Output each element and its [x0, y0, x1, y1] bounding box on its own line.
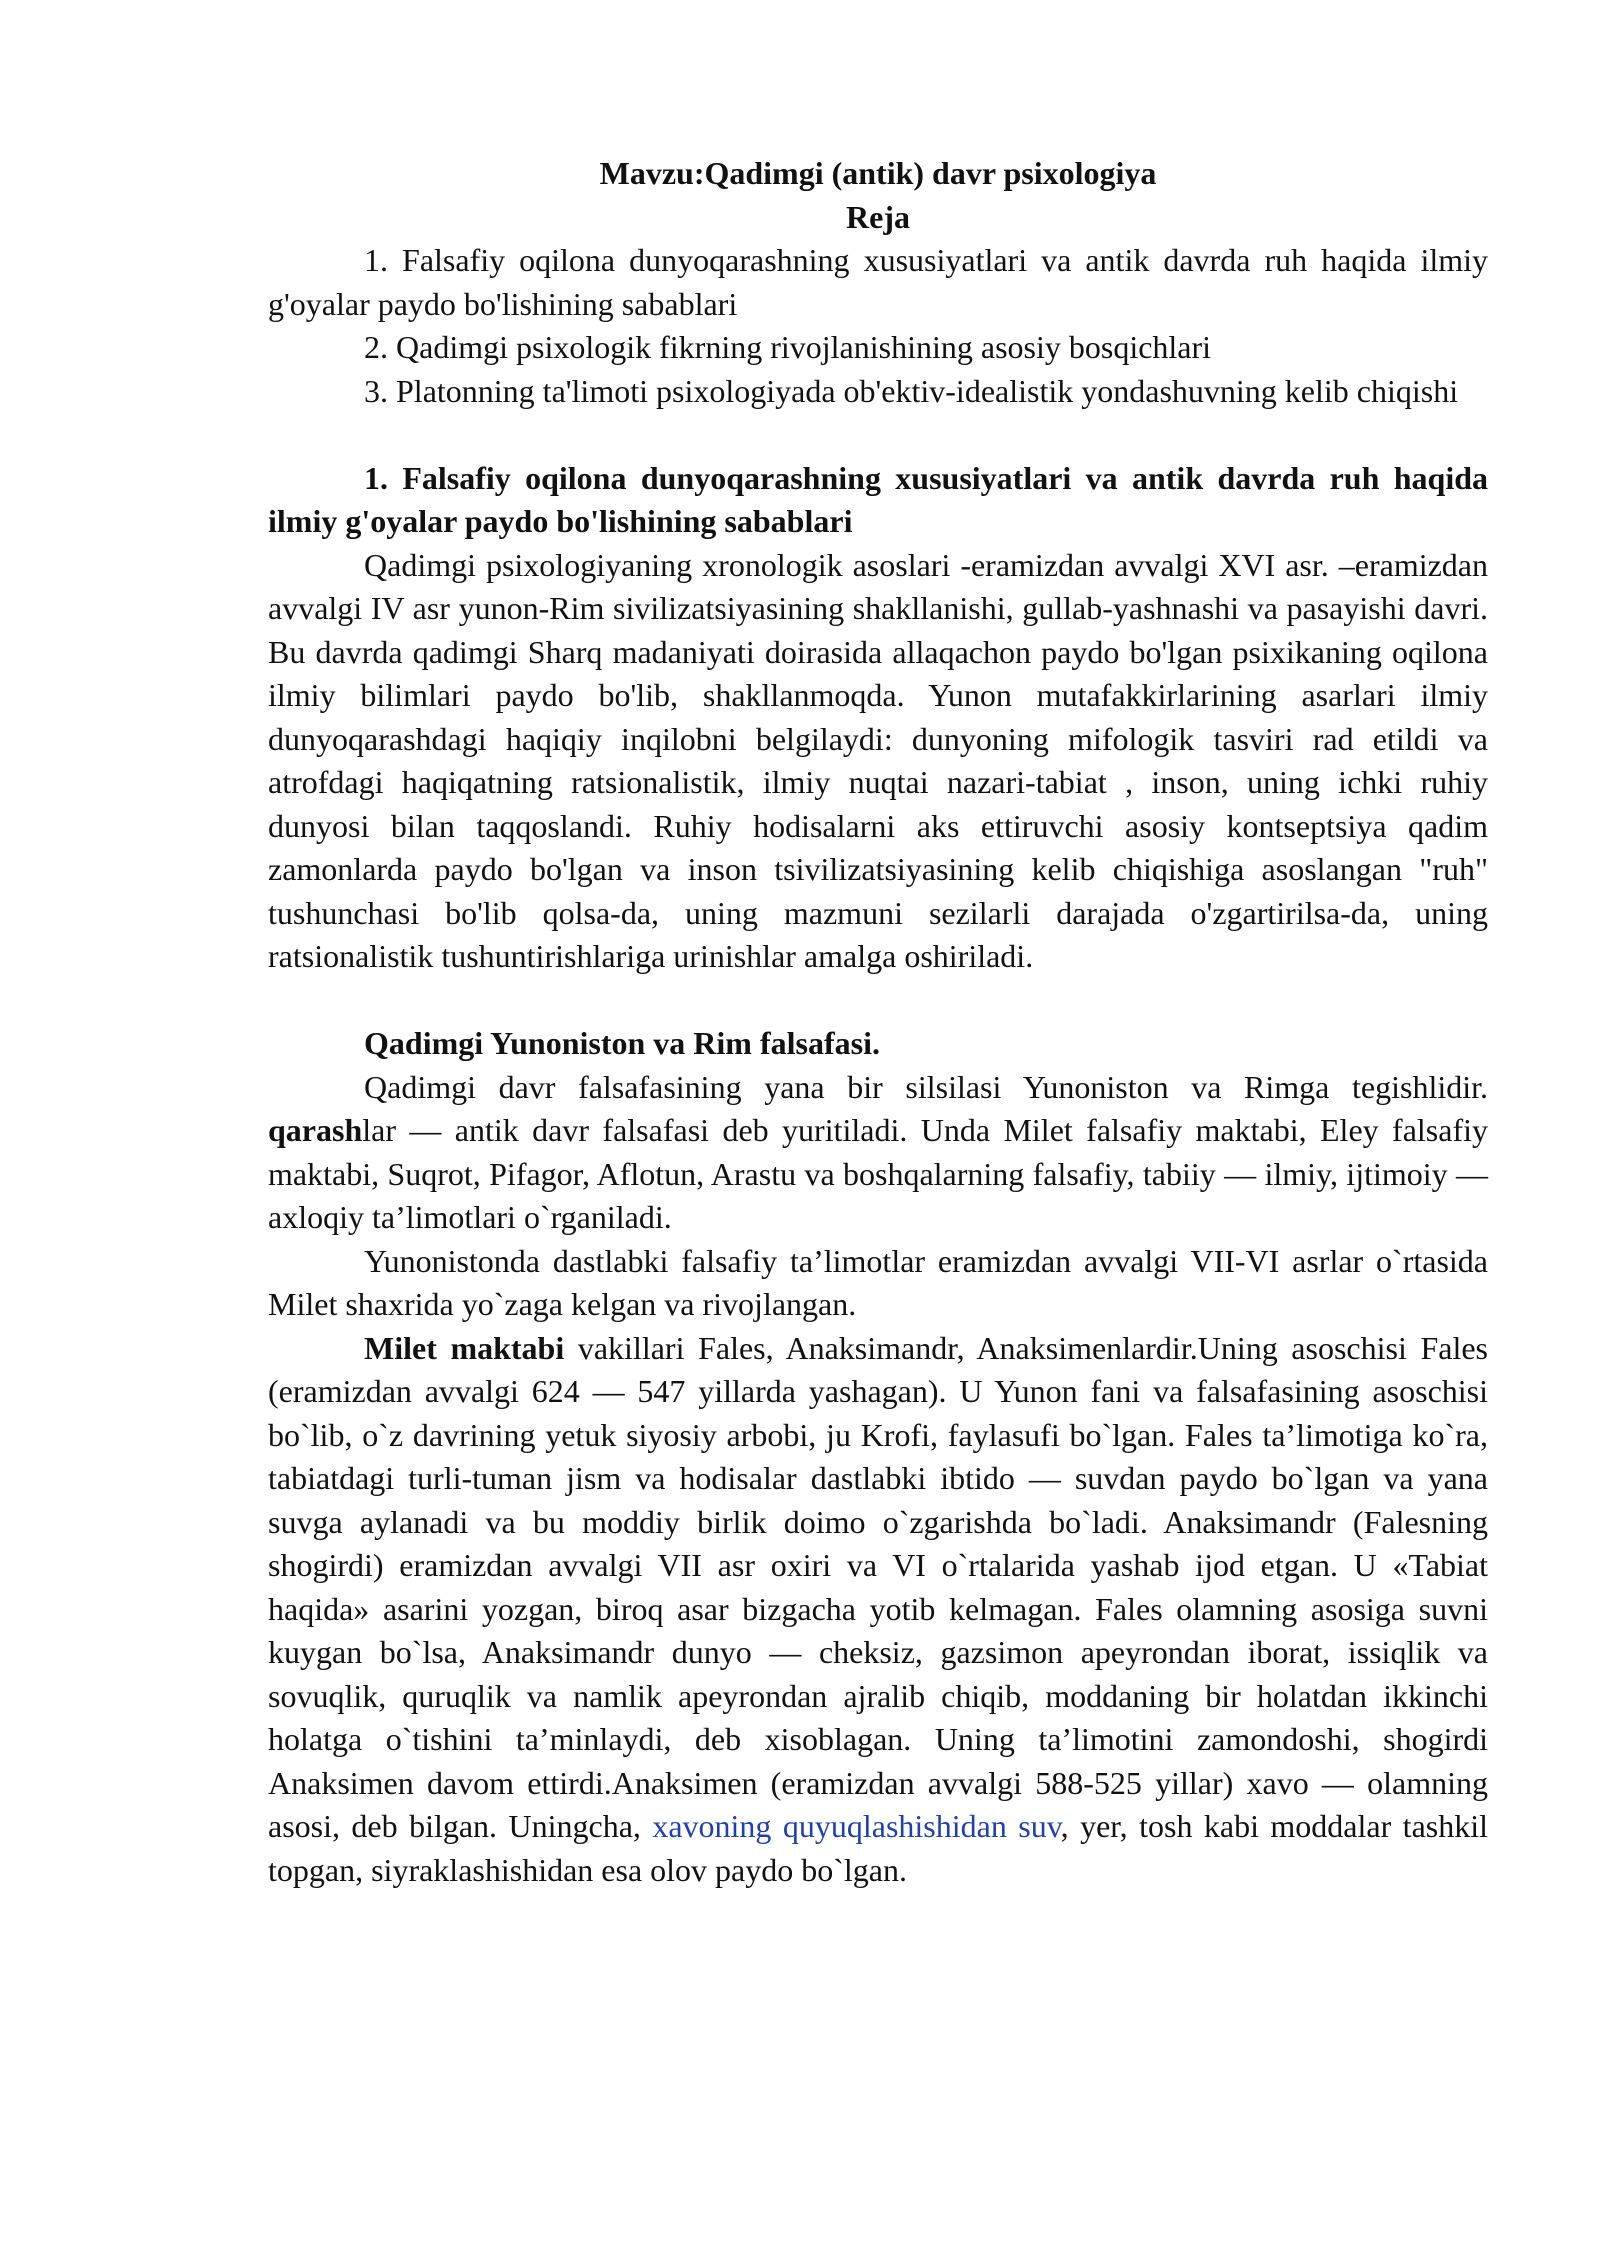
paragraph-text: lar — antik davr falsafasi deb yuritiladi. Unda Milet falsafiy maktabi, Eley falsafiy maktabi, Suqrot, Pifagor, Aflotun, Arastu va boshqalarning falsafiy, tabiiy — ilmiy, ijtimoiy — axloqiy ta’limotlari o`rganiladi. [268, 1112, 1488, 1235]
section-2-heading: Qadimgi Yunoniston va Rim falsafasi. [364, 1025, 880, 1061]
plan-heading: Reja [846, 198, 910, 235]
spacer [268, 413, 1488, 457]
plan-item-2: 2. Qadimgi psixologik fikrning rivojlanishining asosiy bosqichlari [364, 329, 1212, 365]
paragraph-text: vakillari Fales, Anaksimandr, Anaksimenlardir.Uning asoschisi Fales (eramizdan avvalgi 624 — 547 yillarda yashagan). U Yunon fani va falsafasining asoschisi bo`lib, o`z davrining yetuk siyosiy arbobi, ju Krofi, faylasufi bo`lgan. Fales ta’limotiga ko`ra, tabiatdagi turli-tuman jism va hodisalar dastlabki ibtido — suvdan paydo bo`lgan va yana suvga aylanadi va bu moddiy birlik doimo o`zgarishda bo`ladi. Anaksimandr (Falesning shogirdi) eramizdan avvalgi VII asr oxiri va VI o`rtalarida yashab ijod etgan. U «Tabiat haqida» asarini yozgan, biroq asar bizgacha yotib kelmagan. Fales olamning asosiga suvni kuygan bo`lsa, Anaksimandr dunyo — cheksiz, gazsimon apeyrondan iborat, issiqlik va sovuqlik, quruqlik va namlik apeyrondan ajralib chiqib, moddaning bir holatdan ikkinchi holatga o`tishini ta’minlaydi, deb xisoblagan. Uning ta’limotini zamondoshi, shogirdi Anaksimen davom ettirdi.Anaksimen (eramizdan avvalgi 588-525 yillar) xavo — olamning asosi, deb bilgan. Uningcha, [268, 1329, 1489, 1844]
spacer [268, 979, 1488, 1023]
bold-term: qarash [268, 1112, 363, 1148]
paragraph-text: Qadimgi davr falsafasining yana bir silsilasi Yunoniston va Rimga tegishlidir. [364, 1068, 1488, 1105]
bold-term: Milet maktabi [364, 1329, 565, 1366]
document-title: Mavzu:Qadimgi (antik) davr psixologiya [599, 155, 1157, 191]
hyperlink-text[interactable]: xavoning quyuqlashishidan suv [652, 1808, 1061, 1844]
plan-item-3: 3. Platonning ta'limoti psixologiyada ob'ektiv-idealistik yondashuvning kelib chiqishi [364, 372, 1459, 409]
section-2-paragraph-2: Yunonistonda dastlabki falsafiy ta’limotlar eramizdan avvalgi VII-VI asrlar o`rtasida Milet shaxrida yo`zaga kelgan va rivojlangan. [268, 1242, 1488, 1322]
paragraph-text: , yer, tosh kabi moddalar tashkil topgan, siyraklashishidan esa olov paydo bo`lgan. [268, 1808, 1489, 1888]
section-2-paragraph-1 [268, 1066, 1488, 1240]
plan-item-1: 1. Falsafiy oqilona dunyoqarashning xususiyatlari va antik davrda ruh haqida ilmiy g'oyalar paydo bo'lishining sabablari [268, 242, 1488, 322]
section-1-heading: 1. Falsafiy oqilona dunyoqarashning xususiyatlari va antik davrda ruh haqida ilmiy g'oyalar paydo bo'lishining sabablari [268, 459, 1488, 539]
section-2-paragraph-3 [268, 1327, 1488, 1893]
section-1-paragraph: Qadimgi psixologiyaning xronologik asoslari -eramizdan avvalgi XVI asr. –eramizdan avvalgi IV asr yunon-Rim sivilizatsiyasining shakllanishi, gullab-yashnashi va pasayishi davri. Bu davrda qadimgi Sharq madaniyati doirasida allaqachon paydo bo'lgan psixikaning oqilona ilmiy bilimlari paydo bo'lib, shakllanmoqda. Yunon mutafakkirlarining asarlari ilmiy dunyoqarashdagi haqiqiy inqilobni belgilaydi: dunyoning mifologik tasviri rad etildi va atrofdagi haqiqatning ratsionalistik, ilmiy nuqtai nazari-tabiat , inson, uning ichki ruhiy dunyosi bilan taqqoslandi. Ruhiy hodisalarni aks ettiruvchi asosiy kontseptsiya qadim zamonlarda paydo bo'lgan va inson tsivilizatsiyasining kelib chiqishiga asoslangan "ruh" tushunchasi bo'lib qolsa-da, uning mazmuni sezilarli darajada o'zgartirilsa-da, uning ratsionalistik tushuntirishlariga urinishlar amalga oshiriladi. [268, 546, 1552, 974]
document-page [268, 152, 1552, 1892]
